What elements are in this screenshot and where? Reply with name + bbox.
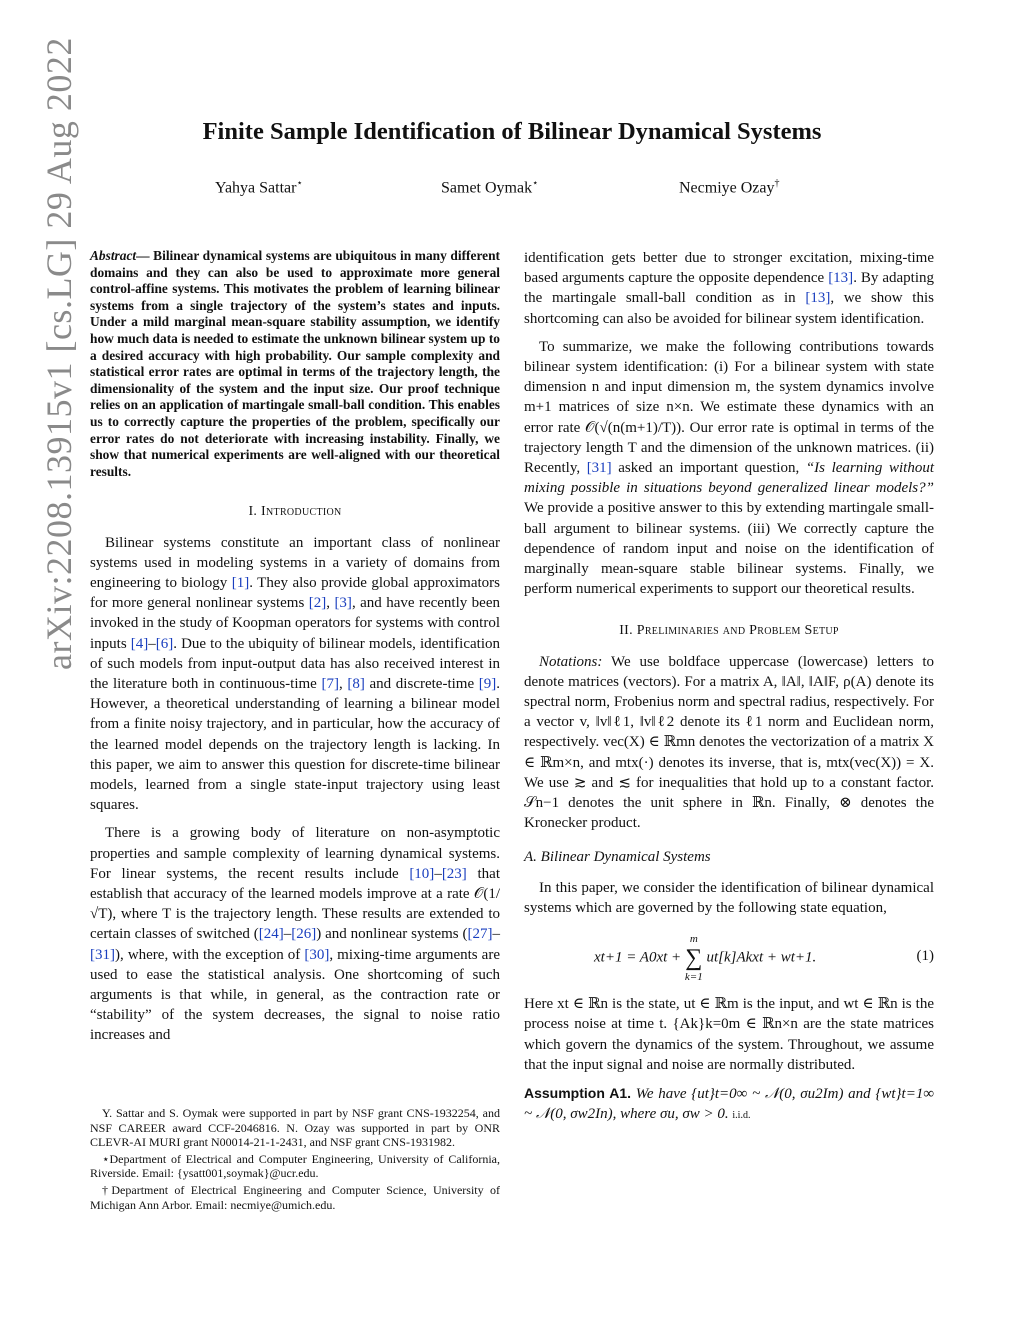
citation-link[interactable]: [8]: [347, 675, 365, 692]
state-equation: [524, 926, 934, 988]
equation-explanation: Here xt ∈ ℝn is the state, ut ∈ ℝm is the input, and wt ∈ ℝn is the process noise at time t. {Ak}k=0m ∈ ℝn×n are the state matrices which govern the dynamics of the system. Throughout, we assume that the input signal and noise are normally distributed.: [524, 996, 934, 1073]
paper-title: Finite Sample Identification of Bilinear Dynamical Systems: [202, 118, 822, 145]
citation-link[interactable]: [26]: [291, 926, 317, 943]
author-mark: ⋆: [532, 178, 539, 189]
abstract-text: Bilinear dynamical systems are ubiquitous in many different domains and they can also be used to approximate more general control-affine systems. This motivates the problem of learning bilinear systems from a single trajectory of the system’s states and inputs. Under a mild marginal mean-square stability assumption, we identify how much data is needed to estimate the unknown bilinear system up to a desired accuracy with high probability. Our sample complexity and statistical error rates are optimal in terms of the trajectory length, the dimensionality of the system and the input size. Our proof technique relies on an application of martingale small-ball condition. This enables us to correctly capture the properties of the problem, specifically our error rates do not deteriorate with increasing instability. Finally, we show that numerical experiments are well-aligned with our theoretical results.: [90, 248, 500, 479]
citation-link[interactable]: [30]: [304, 946, 330, 963]
section-heading-preliminaries: [524, 621, 934, 641]
right-column: [524, 248, 934, 1134]
citation-link[interactable]: [4]: [130, 635, 149, 652]
subsection-heading: A. Bilinear Dynamical Systems: [524, 849, 711, 866]
contributions-paragraph: To summarize, we make the following contributions towards bilinear system identification: (i) For a bilinear system with state dimension n and input dimension m, the system dynamics involve m+1 matrices of size n×n. We estimate these dynamics with an error rate 𝒪(√(n(m+1)/T)). Our error rate is optimal in terms of the trajectory length T and the dimension of the unknown matrices. (ii) Recently, [31] asked an important question, “Is learning without mixing possible in situations beyond generalized linear models?” We provide a positive answer to this by extending martingale small-ball argument to bilinear systems. (iii) We correctly capture the dependence of random input and noise on the identification of marginally mean-square stable bilinear systems. Finally, we perform numerical experiments to support our theoretical results.: [524, 338, 935, 598]
citation-link[interactable]: [9]: [478, 675, 497, 692]
footnote-affiliation-ucr: ⋆Department of Electrical and Computer Engineering, University of California, Riverside. Email: {ysatt001,soymak}@ucr.edu.: [90, 1151, 500, 1181]
citation-link[interactable]: [3]: [334, 595, 352, 612]
equation-lhs: xt+1 = A0xt +: [594, 949, 685, 966]
abstract-lead: Abstract: [90, 248, 137, 263]
notations-lead: Notations:: [539, 653, 603, 670]
citation-link[interactable]: [6]: [155, 635, 174, 652]
author-name: Samet Oymak: [441, 179, 533, 197]
equation-intro: In this paper, we consider the identification of bilinear dynamical systems which are governed by the following state equation,: [524, 879, 934, 916]
author-name: Necmiye Ozay: [679, 179, 775, 197]
citation-link[interactable]: [13]: [828, 270, 854, 287]
intro-paragraph-2: There is a growing body of literature on non-asymptotic properties and sample complexity of learning dynamical systems. For linear systems, the recent results include [10]–[23] that establish that accuracy of the learned models improve at a rate 𝒪(1/√T), where T is the trajectory length. These results are extended to certain classes of switched ([24]–[26]) and nonlinear systems ([27]–[31]), where, with the exception of [30], mixing-time arguments are used to ease the statistical analysis. One shortcoming of such arguments is that while, in general, as the contraction rate or “stability” of the system decreases, the signal to noise ratio increases and: [90, 825, 500, 1044]
citation-link[interactable]: [1]: [231, 574, 250, 591]
equation-rhs: ut[k]Akxt + wt+1.: [702, 949, 817, 966]
iid-note: i.i.d.: [732, 1110, 751, 1122]
citation-link[interactable]: [2]: [308, 595, 327, 612]
author-mark: †: [774, 178, 780, 189]
citation-link[interactable]: [7]: [321, 675, 339, 692]
section-heading-introduction: [90, 502, 500, 522]
left-column: [90, 248, 500, 1054]
author-mark: ⋆: [296, 178, 303, 189]
citation-link[interactable]: [23]: [441, 865, 467, 882]
intro-paragraph-1: Bilinear systems constitute an important class of nonlinear systems used in modeling systems in a variety of domains from engineering to biology [1]. They also provide global approximators for more general nonlinear systems [2], [3], and have recently been invoked in the study of Koopman operators for systems with control inputs [4]–[6]. Due to the ubiquity of bilinear models, identification of such models from input-output data has also received interest in the literature both in continuous-time [7], [8] and discrete-time [9]. However, a theoretical understanding of learning a bilinear model from a finite noisy trajectory, and in particular, how the accuracy of the learned model depends on the trajectory length is lacking. In this paper, we aim to answer this question for discrete-time bilinear models, learned from a single state-input trajectory using least squares.: [90, 534, 500, 814]
section-title: Introduction: [261, 504, 342, 520]
section-title: Preliminaries and Problem Setup: [636, 623, 839, 639]
author-1: [215, 178, 303, 197]
citation-link[interactable]: [13]: [805, 290, 831, 307]
author-2: [441, 178, 538, 197]
assumption-text: We have {ut}t=0∞ ~ 𝒩(0, σu2Im) and {wt}t=1∞ ~ 𝒩(0, σw2In), where σu, σw > 0.: [524, 1085, 935, 1123]
summation-symbol: m ∑ k=1: [684, 933, 703, 984]
arxiv-stamp: arXiv:2208.13915v1 [cs.LG] 29 Aug 2022: [39, 37, 79, 670]
footnote-funding: Y. Sattar and S. Oymak were supported in part by NSF grant CNS-1932254, and NSF CAREER award CCF-2046816. N. Ozay was supported in part by ONR CLEVR-AI MURI grant N00014-21-1-2431, and NSF grant CNS-1931982.: [90, 1106, 500, 1150]
assumption-label: Assumption A1.: [524, 1084, 632, 1101]
citation-link[interactable]: [24]: [258, 926, 284, 943]
footnotes: [90, 1106, 500, 1214]
citation-link[interactable]: [31]: [586, 460, 612, 477]
author-name: Yahya Sattar: [215, 179, 297, 197]
notations-paragraph: Notations: We use boldface uppercase (lowercase) letters to denote matrices (vectors). For a matrix A, ‖A‖, ‖A‖F, ρ(A) denote its spectral norm, Frobenius norm and spectral radius, respectively. For a vector v, ‖v‖ℓ1, ‖v‖ℓ2 denote its ℓ1 norm and Euclidean norm, respectively. vec(X) ∈ ℝmn denotes the vectorization of a matrix X ∈ ℝm×n, and mtx(·) denotes its inverse, that is, mtx(vec(X)) = X. We use ≳ and ≲ for inequalities that hold up to a constant factor. 𝒮n−1 denotes the unit sphere in ℝn. Finally, ⊗ denotes the Kronecker product.: [524, 653, 934, 832]
footnote-affiliation-umich: †Department of Electrical Engineering and Computer Science, University of Michigan Ann Arbor. Email: necmiye@umich.edu.: [90, 1182, 500, 1212]
citation-link[interactable]: [31]: [90, 946, 115, 963]
equation-body: [594, 932, 816, 984]
intro-continued: identification gets better due to stronger excitation, mixing-time based arguments capture the opposite dependence [13]. By adapting the martingale small-ball condition as in [13], we show this shortcoming can also be avoided for bilinear system identification.: [524, 250, 935, 327]
citation-link[interactable]: [27]: [467, 926, 493, 943]
section-number: I.: [248, 504, 258, 520]
equation-number: (1): [916, 948, 934, 965]
sum-lower-limit: k=1: [684, 971, 703, 984]
assumption-a1: [524, 1083, 934, 1126]
abstract: Abstract— Bilinear dynamical systems are ubiquitous in many different domains and they can also be used to approximate more general control-affine systems. This motivates the problem of learning bilinear systems from a single trajectory of the system’s states and inputs. Under a mild marginal mean-square stability assumption, we identify how much data is needed to estimate the unknown bilinear system up to a desired accuracy with high probability. Our sample complexity and statistical error rates are optimal in terms of the trajectory length, the dimensionality of the system and the input size. Our proof technique relies on an application of martingale small-ball condition. This enables us to correctly capture the properties of the problem, specifically our error rates do not deteriorate with increasing instability. Finally, we show that numerical experiments are well-aligned with our theoretical results.: [90, 248, 500, 479]
section-number: II.: [619, 623, 633, 639]
citation-link[interactable]: [10]: [409, 865, 435, 882]
research-question: “Is learning without mixing possible in situations beyond generalized linear models?”: [524, 460, 935, 497]
sum-upper-limit: m: [689, 933, 698, 946]
author-3: [679, 178, 780, 197]
